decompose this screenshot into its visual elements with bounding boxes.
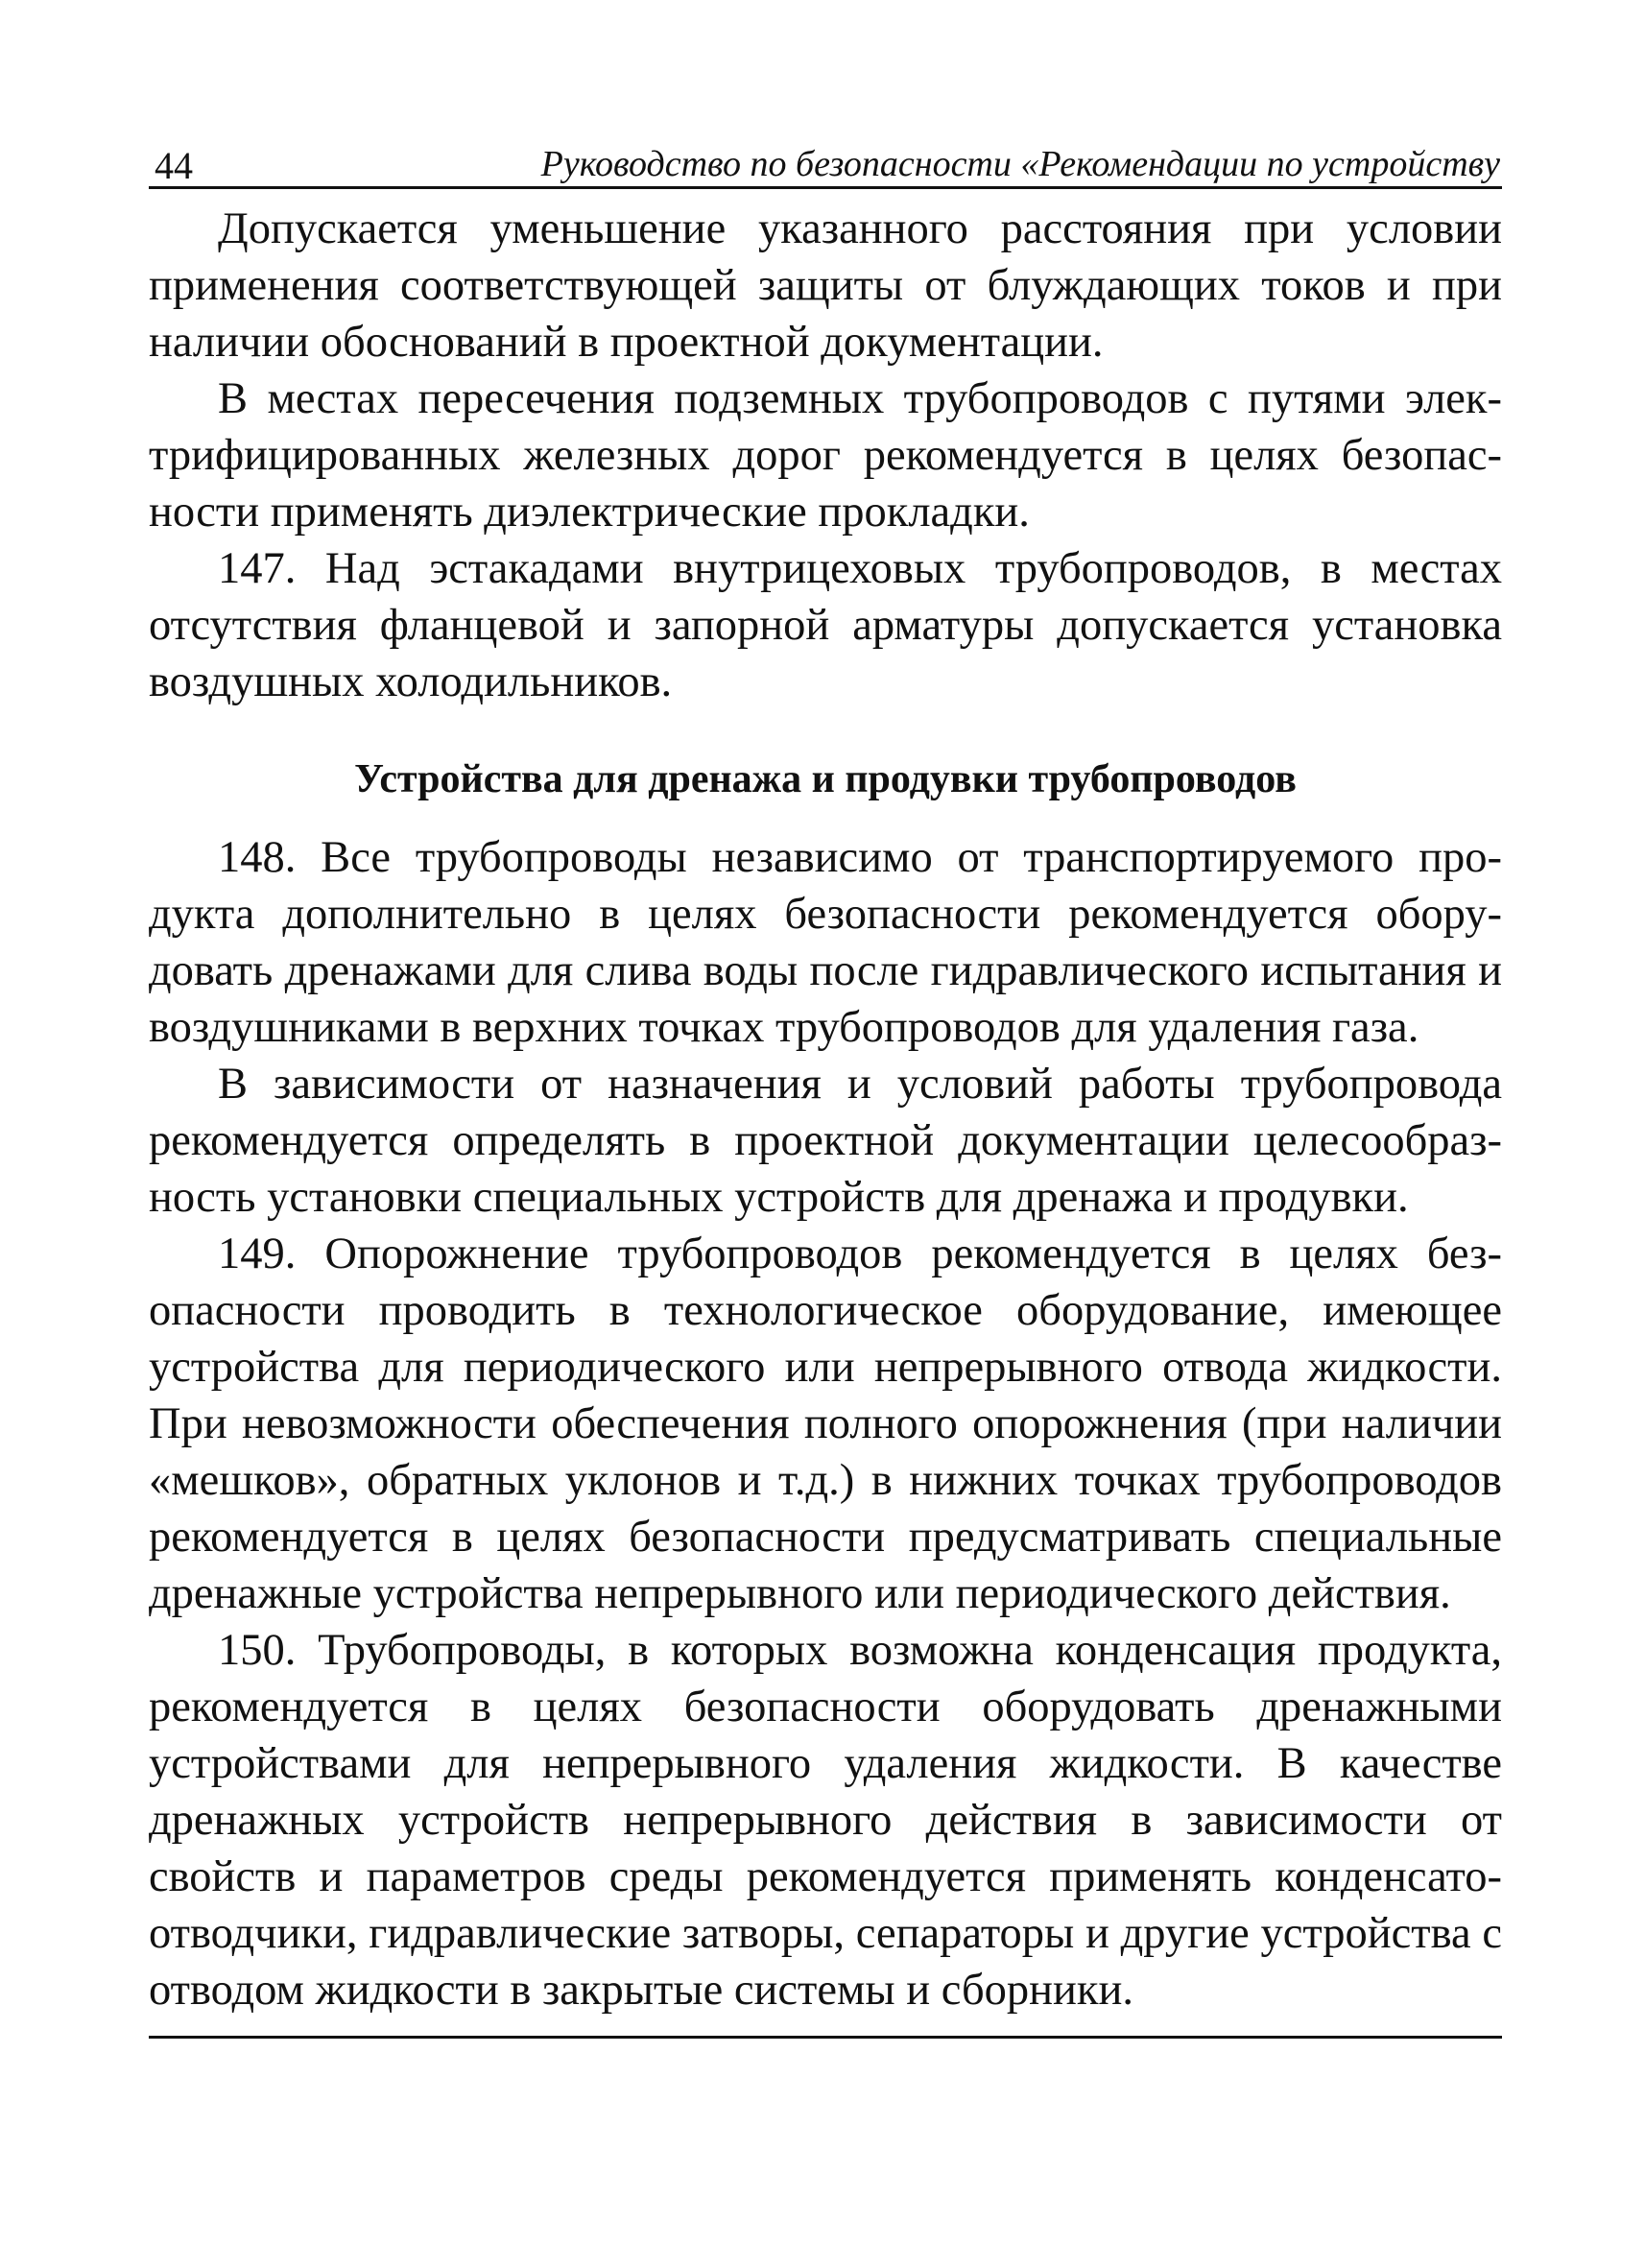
paragraph-150: 150. Трубопроводы, в которых возможна конденсация продукта, рекомендуется в целях безопасности оборудовать дренажными устройствами для непрерывного удаления жидкости. В качестве дренажных устройств непрерывного действия в зависимости от свойств и параметров среды рекомендуется применять конденсатоотводчики, гидравлические затворы, сепараторы и другие устройства с отводом жидкости в закрытые системы и сборники. xyxy=(149,1626,1502,2015)
paragraph-drainage-purge-devices: В зависимости от назначения и условий работы трубопровода рекомендуется определять в проектной документации целесообразность установки специальных устройств для дренажа и продувки. xyxy=(149,1060,1502,1222)
paragraph-147: 147. Над эстакадами внутрицеховых трубопроводов, в местах отсутствия фланцевой и запорной арматуры допускается установка воздушных холодильников. xyxy=(149,544,1502,706)
bottom-divider xyxy=(149,2036,1502,2039)
paragraph-stray-current-distance: Допускается уменьшение указанного расстояния при условии применения соответствующей защиты от блуждающих токов и при наличии обоснований в проектной документации. xyxy=(149,204,1502,367)
paragraph-railway-crossings: В местах пересечения подземных трубопроводов с путями электрифицированных железных дорог рекомендуется в целях безопасности применять диэлектрические прокладки. xyxy=(149,374,1502,537)
document-body xyxy=(149,201,1502,2018)
paragraph-148: 148. Все трубопроводы независимо от транспортируемого продукта дополнительно в целях безопасности рекомендуется оборудовать дренажами для слива воды после гидравлического испытания и воздушниками в верхних точках трубопроводов для удаления газа. xyxy=(149,833,1502,1052)
document-page xyxy=(149,123,1502,2039)
section-heading: Устройства для дренажа и продувки трубопроводов xyxy=(354,757,1297,801)
page-number: 44 xyxy=(155,144,193,187)
running-header xyxy=(149,123,1502,189)
running-title: Руководство по безопасности «Рекомендации по устройству xyxy=(540,144,1500,184)
paragraph-149: 149. Опорожнение трубопроводов рекомендуется в целях безопасности проводить в технологическое оборудование, имеющее устройства для периодического или непрерывного отвода жидкости. При невозможности обеспечения полного опорожнения (при наличии «мешков», обратных уклонов и т.д.) в нижних точках трубопроводов рекомендуется в целях безопасности предусматривать специальные дренажные устройства непрерывного или периодического действия. xyxy=(149,1229,1502,1618)
